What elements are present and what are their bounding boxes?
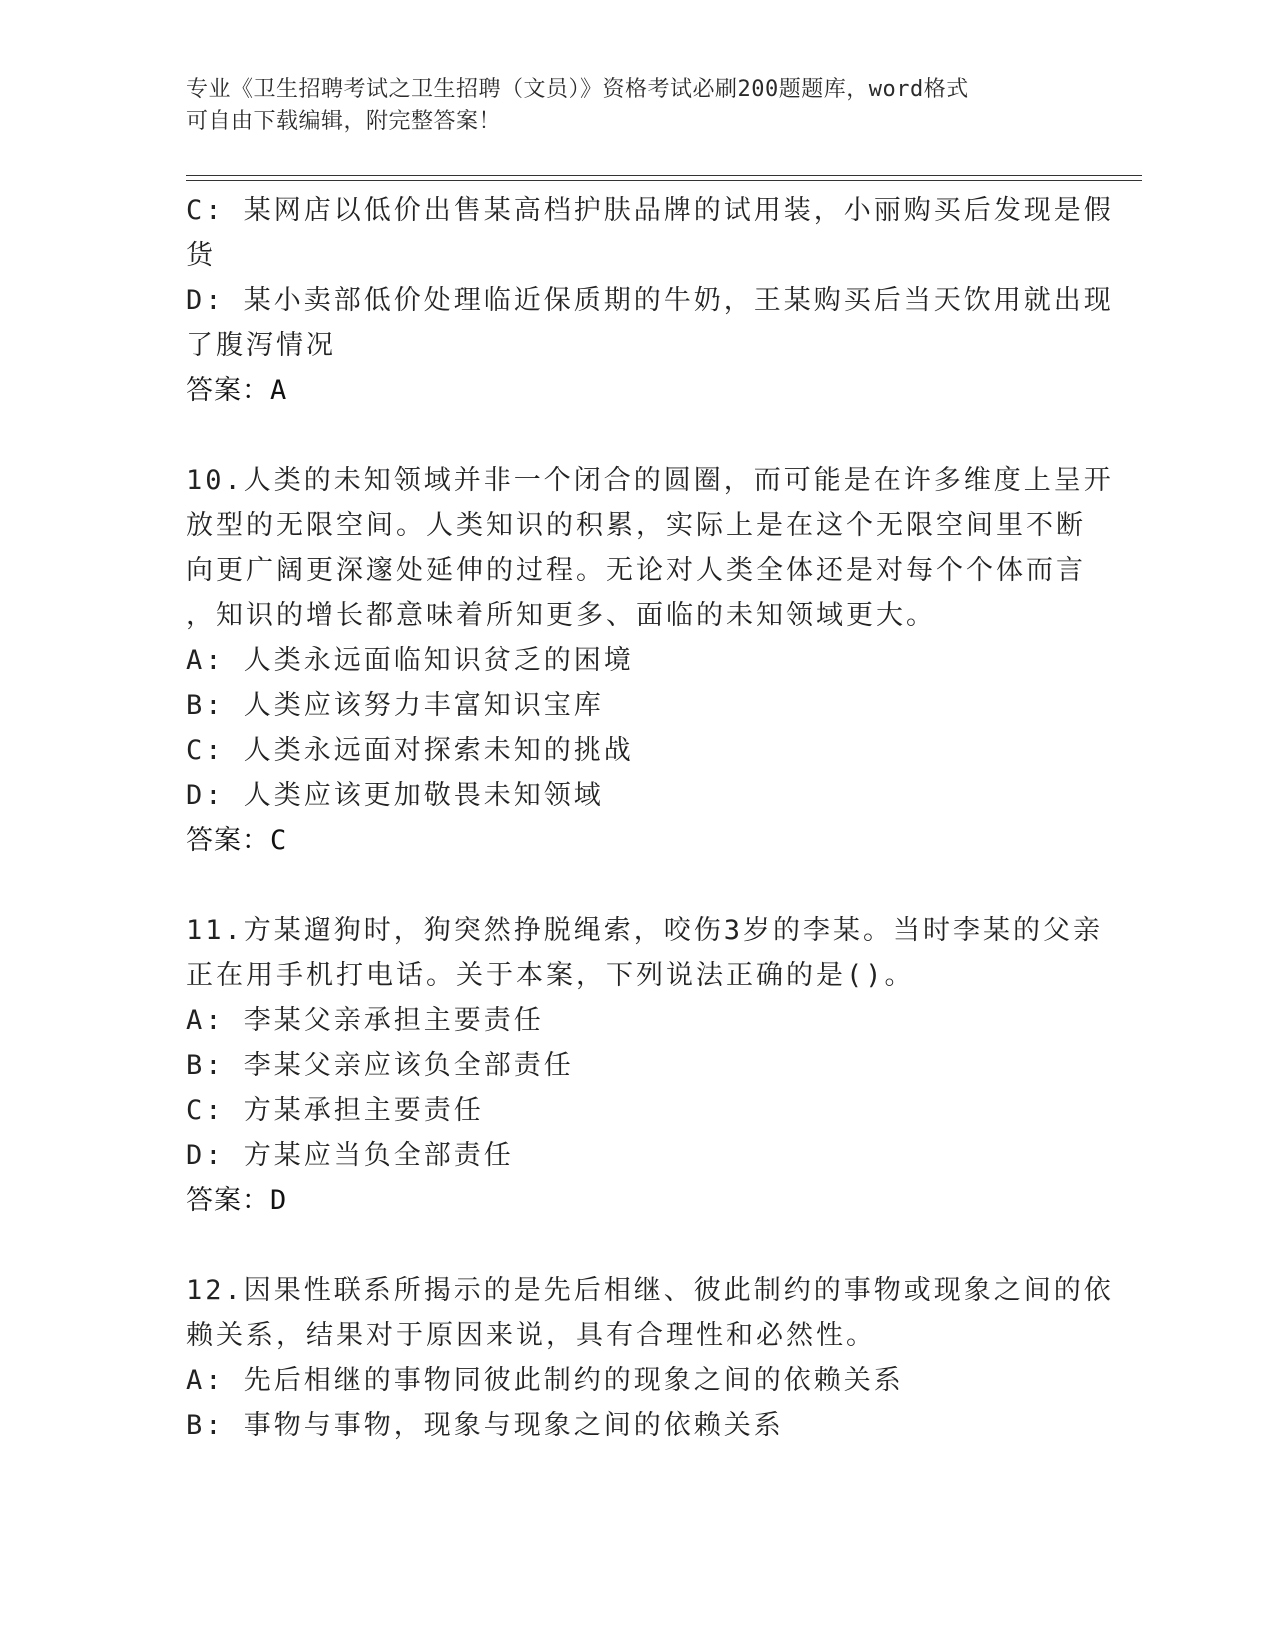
spacer	[186, 413, 1086, 458]
option-d-line-2: 了腹泻情况	[186, 330, 336, 361]
option-c: C: 方某承担主要责任	[186, 1095, 484, 1126]
question-12	[186, 1268, 1114, 1448]
question-content	[186, 188, 1114, 1448]
question-stem-line-3: 向更广阔更深邃处延伸的过程。无论对人类全体还是对每个个体而言	[186, 555, 1086, 586]
question-stem-line-1: 11.方某遛狗时，狗突然挣脱绳索，咬伤3岁的李某。当时李某的父亲	[186, 915, 1104, 946]
header-title-line-2: 可自由下载编辑，附完整答案！	[186, 109, 502, 134]
question-9-tail	[186, 188, 1114, 413]
header-title-line-1: 专业《卫生招聘考试之卫生招聘（文员）》资格考试必刷200题题库，word格式	[186, 77, 969, 102]
answer: 答案：D	[186, 1185, 288, 1216]
option-c-line-1: C: 某网店以低价出售某高档护肤品牌的试用装，小丽购买后发现是假	[186, 195, 1114, 226]
option-c: C: 人类永远面对探索未知的挑战	[186, 735, 634, 766]
question-11	[186, 908, 1104, 1223]
option-d-line-1: D: 某小卖部低价处理临近保质期的牛奶，王某购买后当天饮用就出现	[186, 285, 1114, 316]
option-b: B: 事物与事物，现象与现象之间的依赖关系	[186, 1410, 784, 1441]
question-stem-line-2: 正在用手机打电话。关于本案，下列说法正确的是()。	[186, 960, 915, 991]
question-stem-line-2: 放型的无限空间。人类知识的积累，实际上是在这个无限空间里不断	[186, 510, 1086, 541]
spacer	[186, 1223, 1086, 1268]
document-header	[186, 74, 1086, 138]
question-stem-line-1: 10.人类的未知领域并非一个闭合的圆圈，而可能是在许多维度上呈开	[186, 465, 1114, 496]
question-stem-line-2: 赖关系，结果对于原因来说，具有合理性和必然性。	[186, 1320, 876, 1351]
option-c-line-2: 货	[186, 240, 216, 271]
option-b: B: 人类应该努力丰富知识宝库	[186, 690, 604, 721]
option-b: B: 李某父亲应该负全部责任	[186, 1050, 574, 1081]
answer: 答案：A	[186, 375, 288, 406]
option-a: A: 李某父亲承担主要责任	[186, 1005, 544, 1036]
header-divider-top	[186, 175, 1142, 176]
question-stem-line-4: ，知识的增长都意味着所知更多、面临的未知领域更大。	[186, 600, 936, 631]
question-stem-line-1: 12.因果性联系所揭示的是先后相继、彼此制约的事物或现象之间的依	[186, 1275, 1114, 1306]
option-d: D: 人类应该更加敬畏未知领域	[186, 780, 604, 811]
option-a: A: 先后相继的事物同彼此制约的现象之间的依赖关系	[186, 1365, 904, 1396]
spacer	[186, 863, 1086, 908]
question-10	[186, 458, 1114, 863]
header-divider-bottom	[186, 180, 1142, 181]
option-a: A: 人类永远面临知识贫乏的困境	[186, 645, 634, 676]
option-d: D: 方某应当负全部责任	[186, 1140, 514, 1171]
answer: 答案：C	[186, 825, 288, 856]
